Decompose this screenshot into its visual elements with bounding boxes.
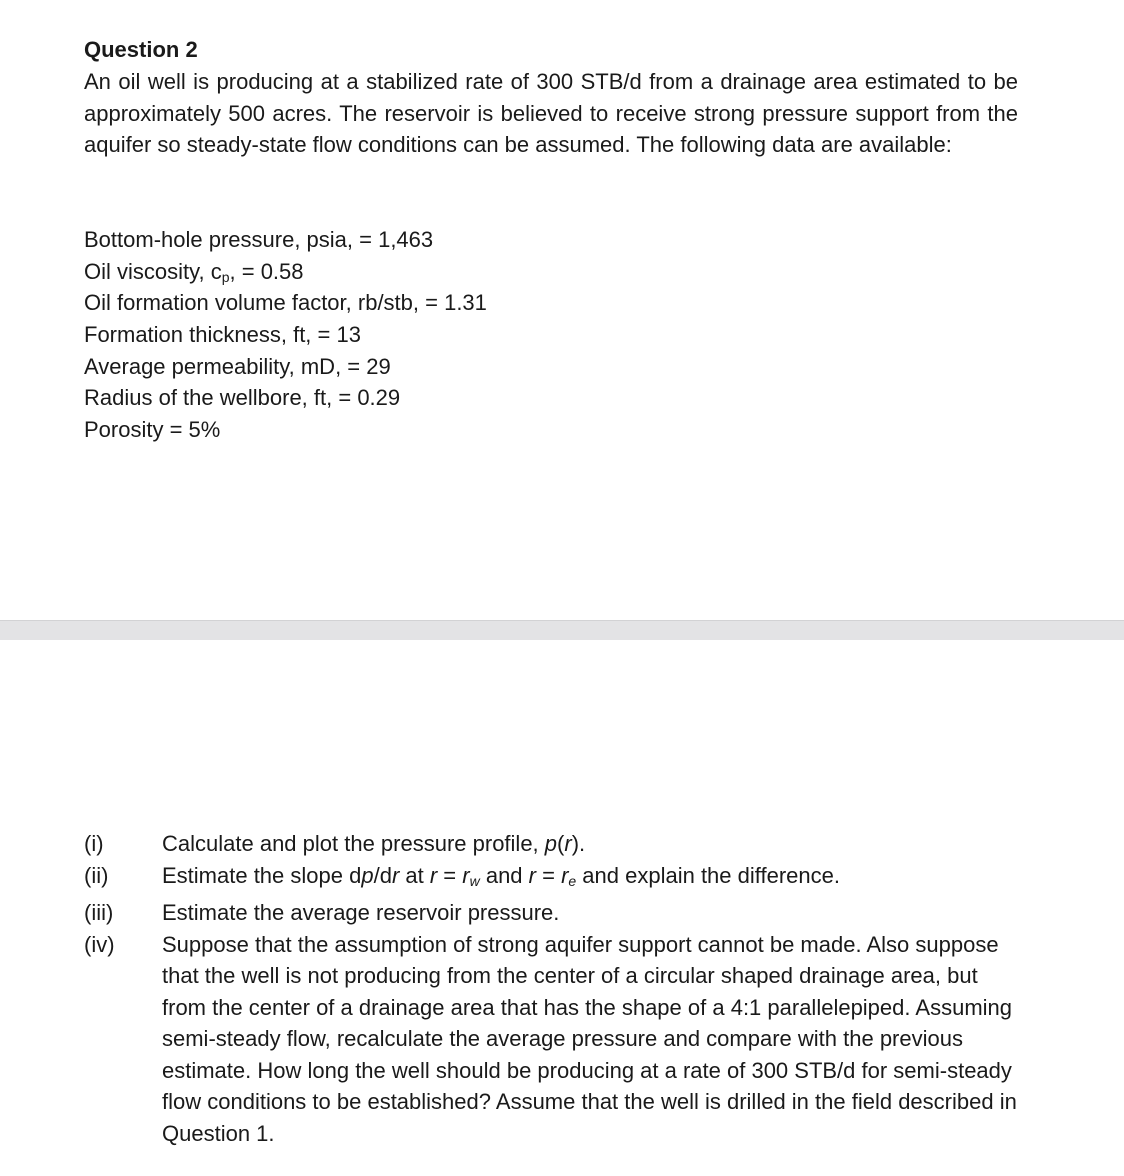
task-item-iii: [84, 897, 1024, 929]
task-text-part: =: [437, 862, 463, 888]
task-number: (iii): [84, 900, 114, 925]
task-text: Estimate the average reservoir pressure.: [162, 900, 560, 925]
var-p: p: [544, 831, 558, 856]
param-porosity: Porosity = 5%: [84, 417, 221, 443]
task-list: [84, 828, 1024, 1149]
task-text-part: ).: [571, 831, 586, 856]
param-oil-viscosity: [84, 256, 487, 288]
task-item-i: [84, 828, 1024, 860]
parameter-list: [84, 224, 487, 446]
var-r: r: [564, 831, 572, 856]
subscript-w: w: [469, 872, 480, 889]
task-number: (i): [84, 831, 104, 856]
task-text-part: Estimate the slope d: [162, 862, 362, 888]
task-text-part: Calculate and plot the pressure profile,: [162, 831, 545, 856]
param-oil-viscosity-value: , = 0.58: [229, 258, 304, 284]
task-text-part: /d: [373, 862, 392, 888]
task-text-part: and: [479, 862, 529, 888]
task-text-part: (: [557, 831, 565, 856]
var-r: r: [561, 862, 569, 888]
task-text-part: =: [535, 862, 562, 888]
subscript-e: e: [568, 872, 577, 889]
task-item-ii: [84, 860, 1024, 898]
task-item-iv: [84, 929, 1024, 1150]
page-break-divider: [0, 620, 1124, 640]
param-average-permeability: Average permeability, mD, = 29: [84, 353, 391, 379]
var-r: r: [391, 862, 400, 888]
var-r: r: [528, 862, 536, 888]
task-text-part: and explain the difference.: [576, 862, 840, 888]
param-formation-thickness: Formation thickness, ft, = 13: [84, 322, 361, 348]
task-text-part: at: [399, 862, 430, 888]
param-formation-volume-factor: Oil formation volume factor, rb/stb, = 1.31: [84, 290, 487, 316]
task-text: Suppose that the assumption of strong aquifer support cannot be made. Also suppose that the well is not producing from the center of a circular shaped drainage area, but from the center of a drainage area that has the shape of a 4:1 parallelepiped. Assuming semi-steady flow, recalculate the average pressure and compare with the previous estimate. How long the well should be producing at a rate of 300 STB/d for semi-steady flow conditions to be established? Assume that the well is drilled in the field described in Question 1.: [162, 931, 1017, 1146]
var-r: r: [462, 862, 470, 888]
subscript-p: p: [221, 268, 230, 285]
param-bottom-hole-pressure: Bottom-hole pressure, psia, = 1,463: [84, 227, 434, 252]
task-text: [162, 860, 1024, 898]
task-text: [162, 828, 1024, 860]
param-wellbore-radius: Radius of the wellbore, ft, = 0.29: [84, 385, 401, 411]
param-oil-viscosity-label: Oil viscosity, c: [84, 258, 222, 284]
task-number: (iv): [84, 931, 115, 957]
question-intro: An oil well is producing at a stabilized rate of 300 STB/d from a drainage area estimated to be approximately 500 acres. The reservoir is believed to receive strong pressure support from the aquifer so steady-state flow conditions can be assumed. The following data are available:: [84, 69, 1018, 157]
var-p: p: [361, 862, 374, 888]
task-number: (ii): [84, 862, 109, 888]
question-title: Question 2: [84, 37, 198, 62]
var-r: r: [429, 862, 438, 888]
